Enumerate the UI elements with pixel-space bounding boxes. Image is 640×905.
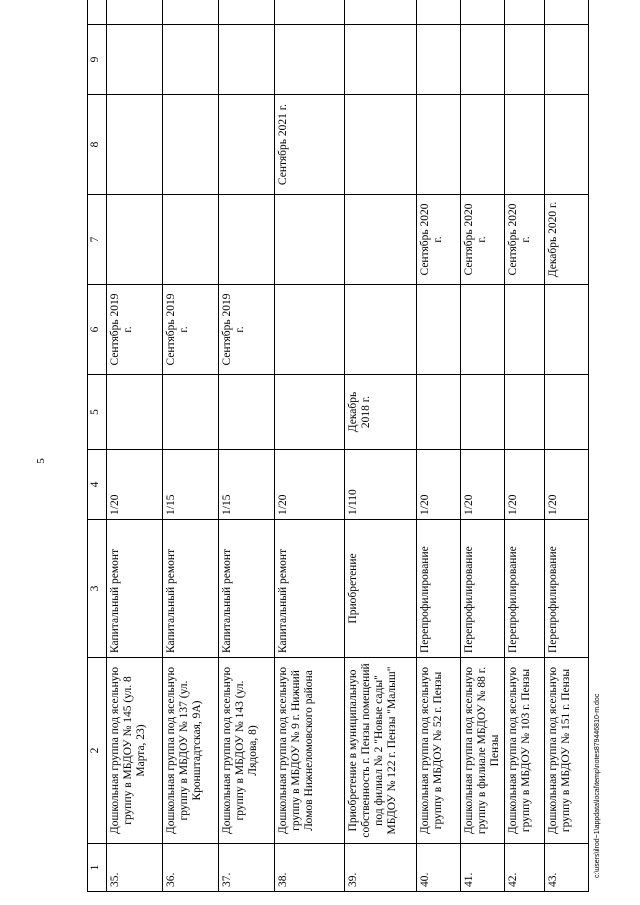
- object-name: Дошкольная группа под ясельную группу в МБДОУ № 103 г. Пензы: [505, 658, 545, 844]
- col7-date: [345, 195, 417, 285]
- col-header: 9: [88, 25, 107, 95]
- col7-date: [163, 195, 219, 285]
- col8-date: [163, 95, 219, 195]
- header-row: [88, 0, 107, 892]
- col10-cell: [345, 0, 417, 25]
- row-number: 40.: [417, 844, 461, 892]
- col-header: 1: [88, 844, 107, 892]
- rotated-table-container: [87, 0, 629, 892]
- action-type: Приобретение: [345, 520, 417, 658]
- col6-date: [505, 285, 545, 375]
- object-name: Дошкольная группа под ясельную группу в МБДОУ № 143 (ул. Лядова, 8): [219, 658, 275, 844]
- col5-date: [545, 375, 589, 450]
- col-header: 7: [88, 195, 107, 285]
- col9-cell: [163, 25, 219, 95]
- col6-date: Сентябрь 2019 г.: [163, 285, 219, 375]
- object-name: Дошкольная группа под ясельную группу в МБДОУ № 151 г. Пензы: [545, 658, 589, 844]
- row-number: 36.: [163, 844, 219, 892]
- col7-date: Сентябрь 2020 г.: [461, 195, 505, 285]
- object-name: Дошкольная группа под ясельную группу в МБДОУ № 137 (ул. Кронштадтская, 9А): [163, 658, 219, 844]
- action-type: Перепрофилирование: [505, 520, 545, 658]
- col8-date: [461, 95, 505, 195]
- ratio: 1/15: [163, 450, 219, 520]
- col-header: 3: [88, 520, 107, 658]
- col9-cell: [107, 25, 163, 95]
- table-row: [219, 0, 275, 892]
- col7-date: Декабрь 2020 г.: [545, 195, 589, 285]
- ratio: 1/20: [275, 450, 345, 520]
- col9-cell: [275, 25, 345, 95]
- col9-cell: [545, 25, 589, 95]
- col6-date: [345, 285, 417, 375]
- col5-date: [163, 375, 219, 450]
- col9-cell: [461, 25, 505, 95]
- row-number: 38.: [275, 844, 345, 892]
- program-table: [87, 0, 589, 892]
- action-type: Капитальный ремонт: [107, 520, 163, 658]
- table-row: [505, 0, 545, 892]
- col10-cell: [163, 0, 219, 25]
- col8-date: [219, 95, 275, 195]
- col5-date: Декабрь 2018 г.: [345, 375, 417, 450]
- table-row: [163, 0, 219, 892]
- table-row: [345, 0, 417, 892]
- col6-date: [275, 285, 345, 375]
- col10-cell: [219, 0, 275, 25]
- col8-date: [107, 95, 163, 195]
- object-name: Дошкольная группа под ясельную группу в МБДОУ № 52 г. Пензы: [417, 658, 461, 844]
- col7-date: [275, 195, 345, 285]
- col9-cell: [345, 25, 417, 95]
- ratio: 1/15: [219, 450, 275, 520]
- action-type: Перепрофилирование: [461, 520, 505, 658]
- row-number: 42.: [505, 844, 545, 892]
- object-name: Дошкольная группа под ясельную группу в филиале МБДОУ № 88 г. Пензы: [461, 658, 505, 844]
- col9-cell: [417, 25, 461, 95]
- table-row: [107, 0, 163, 892]
- col8-date: Сентябрь 2021 г.: [275, 95, 345, 195]
- ratio: 1/20: [107, 450, 163, 520]
- action-type: Капитальный ремонт: [275, 520, 345, 658]
- col7-date: [107, 195, 163, 285]
- col5-date: [219, 375, 275, 450]
- col6-date: Сентябрь 2019 г.: [219, 285, 275, 375]
- footer-file-path: c:\users\ilrod~1\appdata\local\temp\notes879446810-m.doc: [594, 693, 601, 878]
- row-number: 35.: [107, 844, 163, 892]
- col-header: 2: [88, 658, 107, 844]
- col6-date: [545, 285, 589, 375]
- ratio: 1/20: [417, 450, 461, 520]
- col10-cell: [505, 0, 545, 25]
- table-row: [461, 0, 505, 892]
- col5-date: [461, 375, 505, 450]
- col-header: 5: [88, 375, 107, 450]
- ratio: 1/110: [345, 450, 417, 520]
- col8-date: [417, 95, 461, 195]
- ratio: 1/20: [505, 450, 545, 520]
- col10-cell: [545, 0, 589, 25]
- object-name: Приобретение в муниципальную собственность г. Пензы помещений под филиал № 2 "Новые сады" МБДОУ № 122 г. Пензы "Малыш": [345, 658, 417, 844]
- object-name: Дошкольная группа под ясельную группу в МБДОУ № 9 г. Нижний Ломов Нижнеломовского района: [275, 658, 345, 844]
- col-header: 8: [88, 95, 107, 195]
- col8-date: [345, 95, 417, 195]
- col7-date: Сентябрь 2020 г.: [417, 195, 461, 285]
- table-row: [417, 0, 461, 892]
- action-type: Перепрофилирование: [417, 520, 461, 658]
- col6-date: [417, 285, 461, 375]
- col7-date: [219, 195, 275, 285]
- col6-date: [461, 285, 505, 375]
- row-number: 43.: [545, 844, 589, 892]
- ratio: 1/20: [545, 450, 589, 520]
- object-name: Дошкольная группа под ясельную группу в МБДОУ № 145 (ул. 8 Марта, 23): [107, 658, 163, 844]
- col10-cell: [417, 0, 461, 25]
- col9-cell: [505, 25, 545, 95]
- col-header: 6: [88, 285, 107, 375]
- col10-cell: [275, 0, 345, 25]
- action-type: Перепрофилирование: [545, 520, 589, 658]
- action-type: Капитальный ремонт: [163, 520, 219, 658]
- table-row: [275, 0, 345, 892]
- col5-date: [505, 375, 545, 450]
- table-row: [545, 0, 589, 892]
- row-number: 37.: [219, 844, 275, 892]
- col10-cell: [461, 0, 505, 25]
- col-header: 4: [88, 450, 107, 520]
- page-number: 5: [34, 458, 47, 464]
- col5-date: [275, 375, 345, 450]
- col9-cell: [219, 25, 275, 95]
- ratio: 1/20: [461, 450, 505, 520]
- col5-date: [417, 375, 461, 450]
- col10-cell: [107, 0, 163, 25]
- col8-date: [505, 95, 545, 195]
- col7-date: Сентябрь 2020 г.: [505, 195, 545, 285]
- row-number: 39.: [345, 844, 417, 892]
- row-number: 41.: [461, 844, 505, 892]
- col6-date: Сентябрь 2019 г.: [107, 285, 163, 375]
- col8-date: [545, 95, 589, 195]
- col-header: [88, 0, 107, 25]
- col5-date: [107, 375, 163, 450]
- action-type: Капитальный ремонт: [219, 520, 275, 658]
